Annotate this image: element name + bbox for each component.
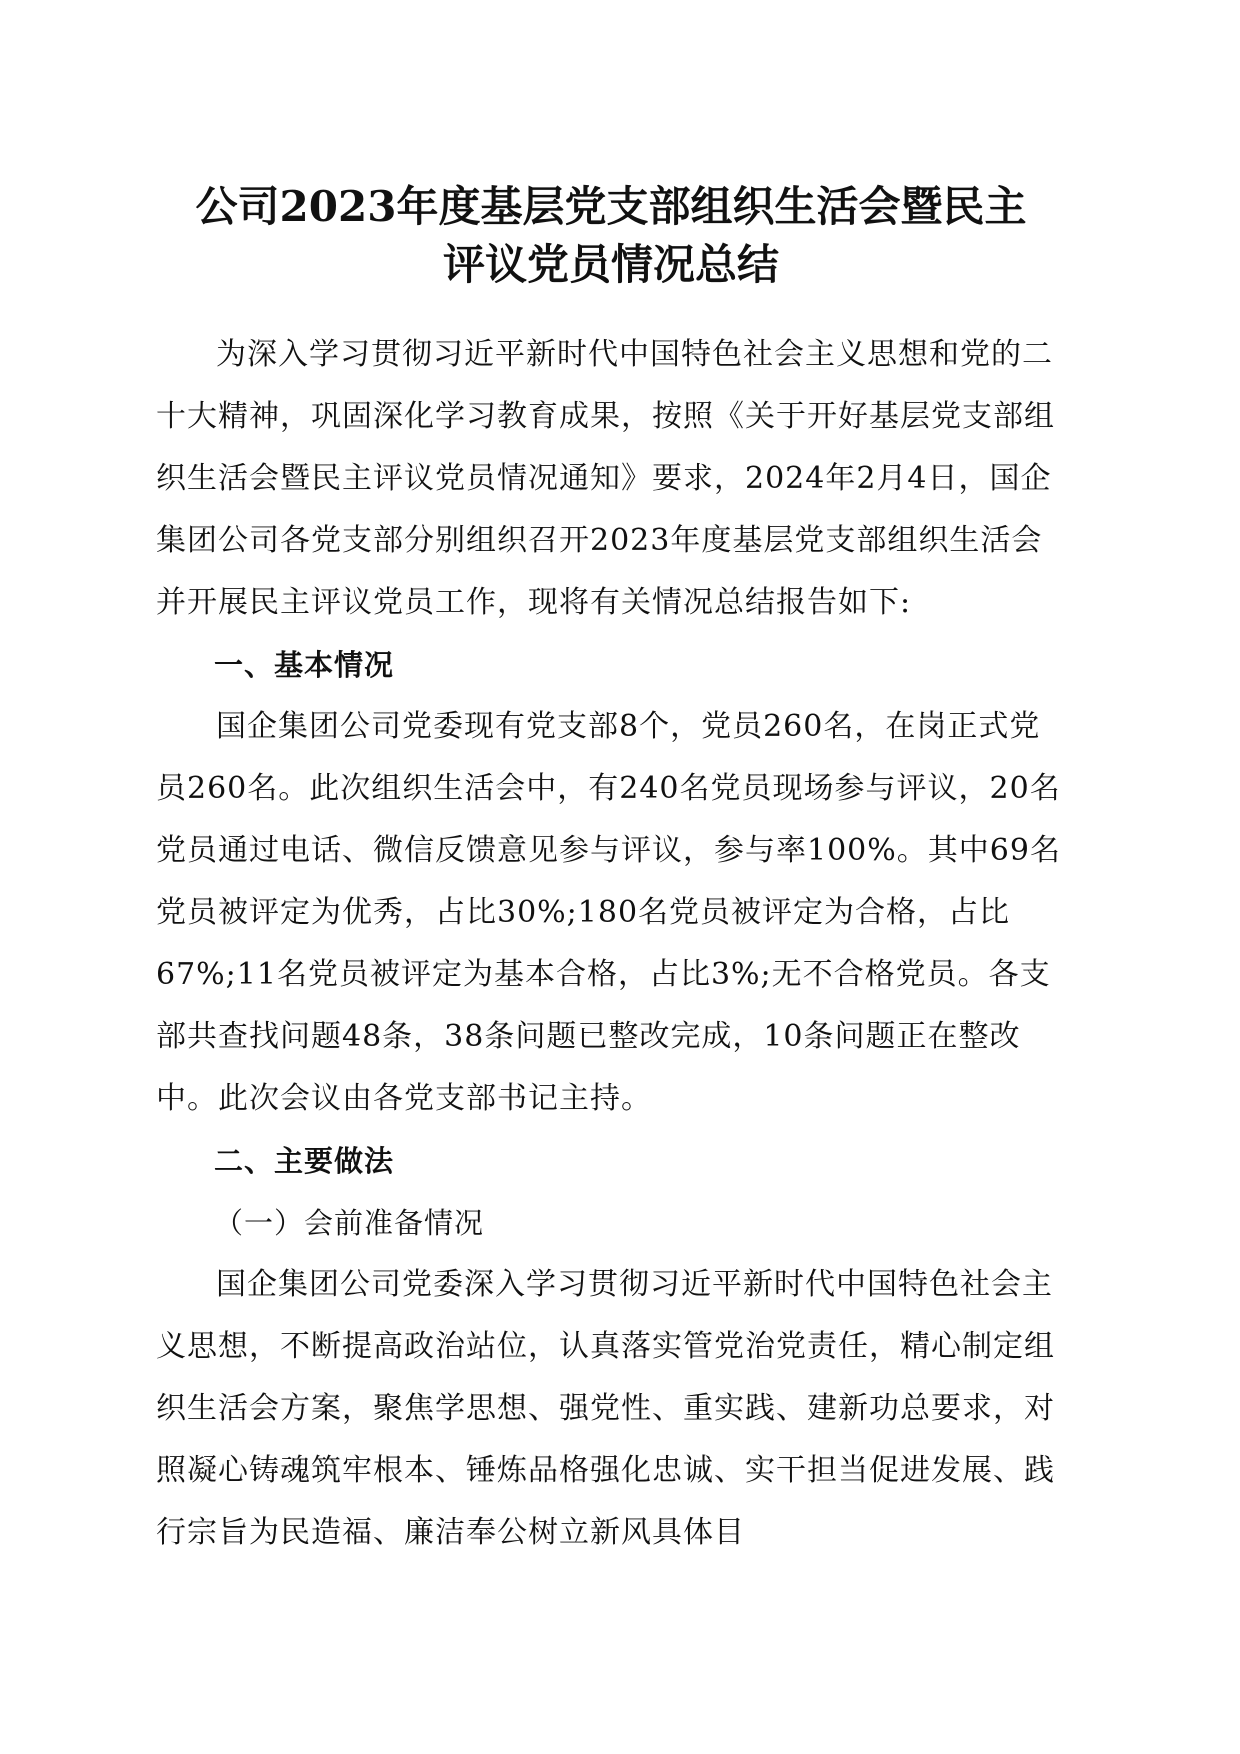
document-title [156, 178, 1066, 294]
section-heading-basic-situation: 一、基本情况 [214, 648, 395, 682]
intro-paragraph: 为深入学习贯彻习近平新时代中国特色社会主义思想和党的二十大精神，巩固深化学习教育成果，按照《关于开好基层党支部组织生活会暨民主评议党员情况通知》要求，2024年2月4日，国企集团公司各党支部分别组织召开2023年度基层党支部组织生活会并开展民主评议党员工作，现将有关情况总结报告如下: [156, 337, 1055, 620]
document-page [156, 178, 1066, 1564]
title-line-1: 公司2023年度基层党支部组织生活会暨民主 [195, 182, 1027, 231]
document-body [156, 324, 1066, 1564]
preparation-paragraph: 国企集团公司党委深入学习贯彻习近平新时代中国特色社会主义思想，不断提高政治站位，认真落实管党治党责任，精心制定组织生活会方案，聚焦学思想、强党性、重实践、建新功总要求，对照凝心铸魂筑牢根本、锤炼品格强化忠诚、实干担当促进发展、践行宗旨为民造福、廉洁奉公树立新风具体目 [156, 1267, 1055, 1550]
section-heading-main-practices: 二、主要做法 [214, 1144, 395, 1178]
title-line-2: 评议党员情况总结 [442, 240, 779, 289]
subsection-heading-preparation: （一）会前准备情况 [214, 1206, 485, 1240]
basic-situation-paragraph: 国企集团公司党委现有党支部8个，党员260名，在岗正式党员260名。此次组织生活会中，有240名党员现场参与评议，20名党员通过电话、微信反馈意见参与评议，参与率100%。其中69名党员被评定为优秀，占比30%;180名党员被评定为合格，占比67%;11名党员被评定为基本合格，占比3%;无不合格党员。各支部共查找问题48条，38条问题已整改完成，10条问题正在整改中。此次会议由各党支部书记主持。 [156, 709, 1061, 1116]
